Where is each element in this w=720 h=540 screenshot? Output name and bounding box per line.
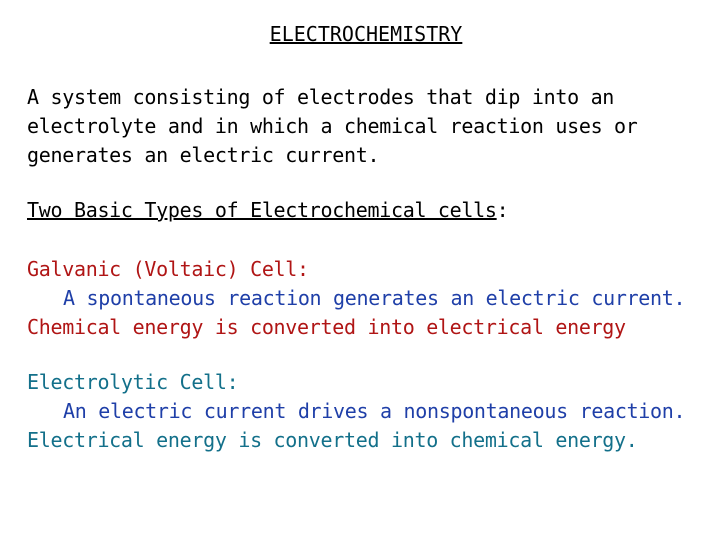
definition-line: A system consisting of electrodes that dip into an <box>27 85 615 109</box>
definition-paragraph <box>27 83 707 170</box>
slide-title: ELECTROCHEMISTRY <box>269 22 463 46</box>
definition-line: electrolyte and in which a chemical reaction uses or <box>27 114 638 138</box>
types-heading <box>27 196 508 225</box>
electrolytic-cell-block <box>27 368 685 455</box>
galvanic-cell-description: A spontaneous reaction generates an electric current. <box>63 286 686 310</box>
galvanic-cell-energy: Chemical energy is converted into electrical energy <box>27 315 626 339</box>
types-heading-text: Two Basic Types of Electrochemical cells <box>27 198 497 222</box>
types-heading-colon: : <box>496 198 509 222</box>
electrolytic-cell-energy: Electrical energy is converted into chemical energy. <box>27 428 638 452</box>
electrolytic-cell-description: An electric current drives a nonspontaneous reaction. <box>63 399 686 423</box>
electrolytic-cell-name: Electrolytic Cell: <box>27 370 239 394</box>
definition-line: generates an electric current. <box>27 143 380 167</box>
galvanic-cell-block <box>27 255 685 342</box>
galvanic-cell-name: Galvanic (Voltaic) Cell: <box>27 257 309 281</box>
